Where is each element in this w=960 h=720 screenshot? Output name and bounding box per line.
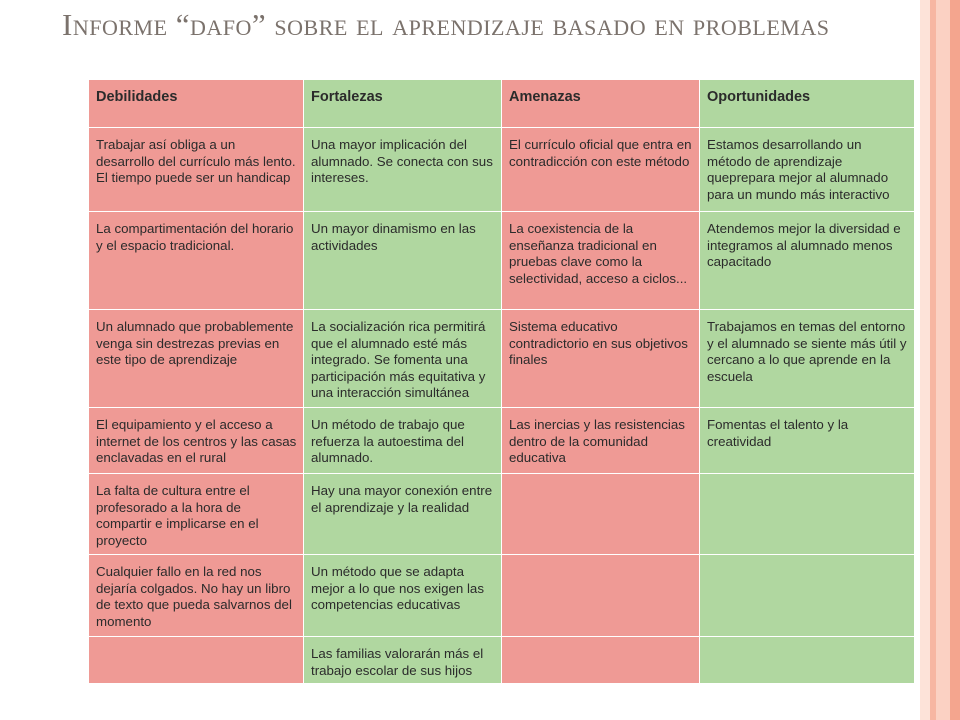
cell-oportunidad	[700, 637, 915, 684]
header-fortalezas: Fortalezas	[304, 80, 502, 128]
header-oportunidades: Oportunidades	[700, 80, 915, 128]
dafo-table	[88, 79, 915, 684]
cell-debilidad: Un alumnado que probablemente venga sin destrezas previas en este tipo de aprendizaje	[89, 310, 304, 408]
cell-debilidad: Trabajar así obliga a un desarrollo del currículo más lento. El tiempo puede ser un handicap	[89, 128, 304, 212]
decor-stripe	[936, 0, 950, 720]
cell-oportunidad: Atendemos mejor la diversidad e integramos al alumnado menos capacitado	[700, 212, 915, 310]
cell-amenaza: El currículo oficial que entra en contradicción con este método	[502, 128, 700, 212]
table-row	[89, 637, 915, 684]
table-row	[89, 474, 915, 555]
table-row	[89, 310, 915, 408]
cell-amenaza: Las inercias y las resistencias dentro de la comunidad educativa	[502, 408, 700, 474]
cell-oportunidad	[700, 474, 915, 555]
cell-debilidad	[89, 637, 304, 684]
decor-stripe	[950, 0, 960, 720]
cell-fortaleza: La socialización rica permitirá que el alumnado esté más integrado. Se fomenta una participación más equitativa y una interacción simultánea	[304, 310, 502, 408]
cell-oportunidad: Estamos desarrollando un método de aprendizaje queprepara mejor al alumnado para un mundo más interactivo	[700, 128, 915, 212]
cell-debilidad: El equipamiento y el acceso a internet de los centros y las casas enclavadas en el rural	[89, 408, 304, 474]
header-amenazas: Amenazas	[502, 80, 700, 128]
cell-fortaleza: Hay una mayor conexión entre el aprendizaje y la realidad	[304, 474, 502, 555]
cell-debilidad: La compartimentación del horario y el espacio tradicional.	[89, 212, 304, 310]
table-header-row	[89, 80, 915, 128]
cell-amenaza	[502, 555, 700, 637]
cell-fortaleza: Las familias valorarán más el trabajo escolar de sus hijos	[304, 637, 502, 684]
slide-title: Informe “dafo” sobre el aprendizaje basado en problemas	[62, 7, 830, 42]
table-row	[89, 128, 915, 212]
cell-debilidad: Cualquier fallo en la red nos dejaría colgados. No hay un libro de texto que pueda salvarnos del momento	[89, 555, 304, 637]
cell-amenaza	[502, 474, 700, 555]
cell-oportunidad	[700, 555, 915, 637]
table-row	[89, 408, 915, 474]
header-debilidades: Debilidades	[89, 80, 304, 128]
table-row	[89, 555, 915, 637]
cell-debilidad: La falta de cultura entre el profesorado a la hora de compartir e implicarse en el proyecto	[89, 474, 304, 555]
cell-fortaleza: Un método de trabajo que refuerza la autoestima del alumnado.	[304, 408, 502, 474]
cell-fortaleza: Un mayor dinamismo en las actividades	[304, 212, 502, 310]
cell-amenaza	[502, 637, 700, 684]
cell-oportunidad: Fomentas el talento y la creatividad	[700, 408, 915, 474]
table-row	[89, 212, 915, 310]
decor-stripe	[920, 0, 930, 720]
cell-fortaleza: Un método que se adapta mejor a lo que nos exigen las competencias educativas	[304, 555, 502, 637]
cell-amenaza: Sistema educativo contradictorio en sus objetivos finales	[502, 310, 700, 408]
cell-oportunidad: Trabajamos en temas del entorno y el alumnado se siente más útil y cercano a lo que aprende en la escuela	[700, 310, 915, 408]
cell-amenaza: La coexistencia de la enseñanza tradicional en pruebas clave como la selectividad, acceso a ciclos...	[502, 212, 700, 310]
cell-fortaleza: Una mayor implicación del alumnado. Se conecta con sus intereses.	[304, 128, 502, 212]
